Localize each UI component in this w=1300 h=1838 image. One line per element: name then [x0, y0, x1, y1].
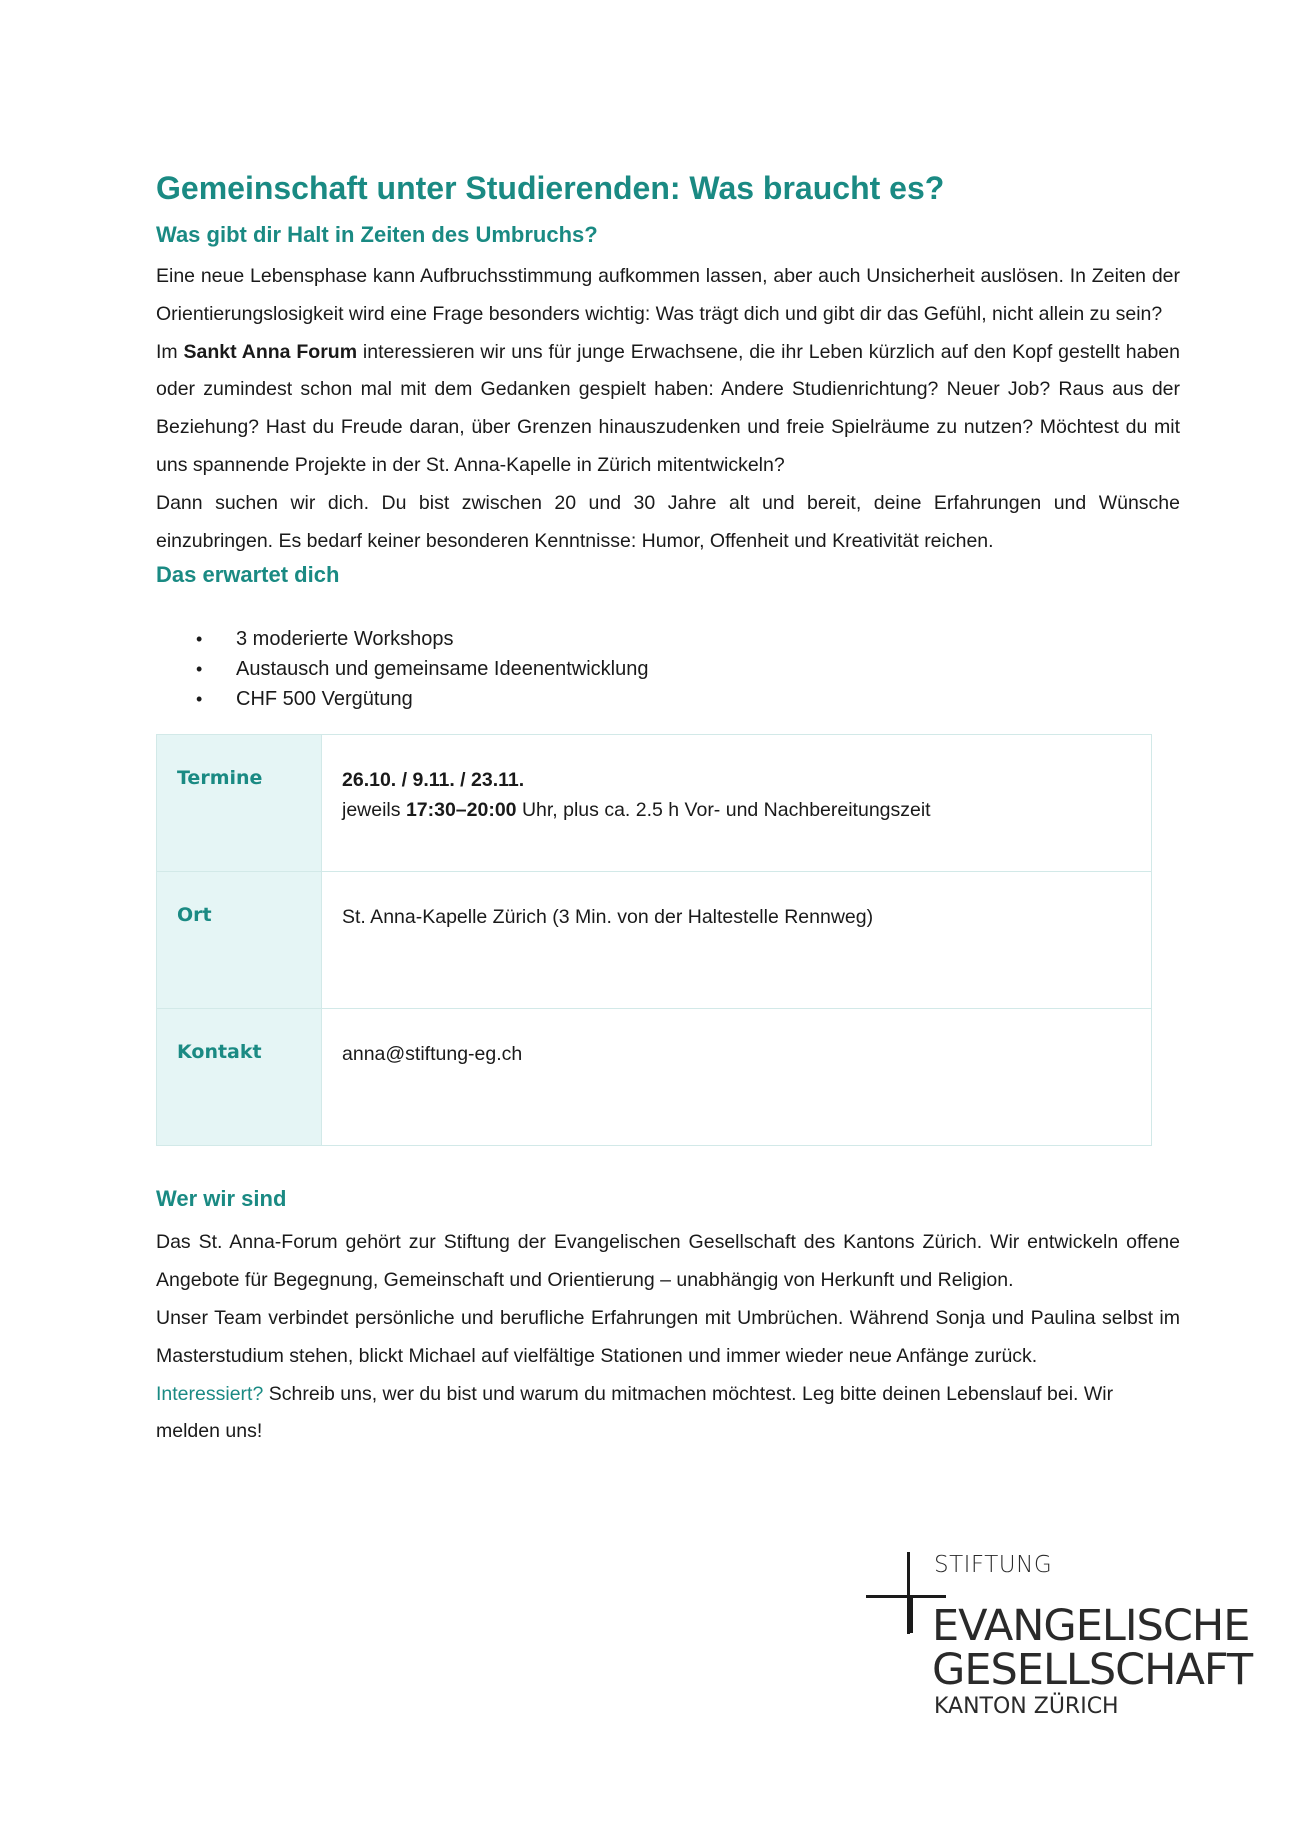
bullet-icon: •: [196, 629, 203, 650]
logo-line-2-3: [932, 1601, 1253, 1695]
cta-text: Schreib uns, wer du bist und warum du mitmachen möchtest. Leg bitte deinen Lebenslauf bei. Wir melden uns!: [156, 1382, 1114, 1443]
ort-value: St. Anna-Kapelle Zürich (3 Min. von der Haltestelle Rennweg): [322, 872, 1152, 1009]
logo-line-1: STIFTUNG: [934, 1552, 1053, 1578]
stiftung-logo: [866, 1552, 1253, 1732]
list-item: [156, 684, 1180, 714]
info-table: [156, 734, 1152, 1146]
list-item: [156, 624, 1180, 654]
cross-icon-horizontal: [866, 1595, 946, 1598]
termine-label: Termine: [157, 735, 322, 872]
termine-dates: 26.10. / 9.11. / 23.11.: [342, 769, 525, 792]
list-item: [156, 654, 1180, 684]
wer-paragraph-1: Das St. Anna-Forum gehört zur Stiftung der Evangelischen Gesellschaft des Kantons Zürich. Wir entwickeln offene Angebote für Begegnung, Gemeinschaft und Orientierung – unabhängig von Herkunft und Religion.: [156, 1231, 1180, 1292]
table-row: [157, 735, 1152, 872]
list-item-text: 3 moderierte Workshops: [236, 628, 454, 651]
termine-value: [322, 735, 1152, 872]
intro-p2-pre: Im: [156, 340, 184, 363]
logo-line-2: EVANGELISCHE: [932, 1601, 1250, 1651]
table-row: [157, 872, 1152, 1009]
intro-paragraph-3: Dann suchen wir dich. Du bist zwischen 20 und 30 Jahre alt und bereit, deine Erfahrungen und Wünsche einzubringen. Es bedarf keiner besonderen Kenntnisse: Humor, Offenheit und Kreativität reichen.: [156, 491, 1180, 552]
bullet-icon: •: [196, 689, 203, 710]
kontakt-email[interactable]: anna@stiftung-eg.ch: [322, 1009, 1152, 1146]
intro-paragraph-1: Eine neue Lebensphase kann Aufbruchsstimmung aufkommen lassen, aber auch Unsicherheit auslösen. In Zeiten der Orientierungslosigkeit wird eine Frage besonders wichtig: Was trägt dich und gibt dir das Gefühl, nicht allein zu sein?: [156, 265, 1180, 325]
document-page: [156, 168, 1180, 1451]
expect-list: [156, 624, 1180, 714]
termine-time: 17:30–20:00: [405, 799, 517, 822]
ort-label: Ort: [157, 872, 322, 1009]
cta-highlight: Interessiert?: [156, 1382, 264, 1405]
logo-line-4: KANTON ZÜRICH: [934, 1694, 1119, 1719]
table-row: [157, 1009, 1152, 1146]
page-title: Gemeinschaft unter Studierenden: Was braucht es?: [156, 170, 945, 206]
list-item-text: Austausch und gemeinsame Ideenentwicklung: [236, 658, 649, 681]
cta-paragraph: [156, 1376, 1180, 1452]
intro-p2-post: interessieren wir uns für junge Erwachsene, die ihr Leben kürzlich auf den Kopf gestellt haben oder zumindest schon mal mit dem Gedanken gespielt haben: Andere Studienrichtung? Neuer Job? Raus aus der Beziehung? Hast du Freude daran, über Grenzen hinauszudenken und freie Spielräume zu nutzen? Möchtest du mit uns spannende Projekte in der St. Anna-Kapelle in Zürich mitentwickeln?: [156, 340, 1180, 476]
intro-paragraph-2: [156, 334, 1180, 485]
kontakt-label: Kontakt: [157, 1009, 322, 1146]
cross-icon-stem: [907, 1595, 913, 1633]
expect-heading: Das erwartet dich: [156, 562, 340, 588]
wer-paragraph-2: Unser Team verbindet persönliche und berufliche Erfahrungen mit Umbrüchen. Während Sonja und Paulina selbst im Masterstudium stehen, blickt Michael auf vielfältige Stationen und immer wieder neue Anfänge zurück.: [156, 1306, 1180, 1367]
logo-line-3: GESELLSCHAFT: [932, 1645, 1253, 1695]
termine-post: Uhr, plus ca. 2.5 h Vor- und Nachbereitungszeit: [516, 799, 931, 822]
forum-name: Sankt Anna Forum: [183, 340, 358, 363]
wer-heading: Wer wir sind: [156, 1186, 287, 1212]
page-subtitle: Was gibt dir Halt in Zeiten des Umbruchs?: [156, 222, 598, 247]
list-item-text: CHF 500 Vergütung: [236, 688, 413, 711]
termine-pre: jeweils: [342, 799, 406, 822]
bullet-icon: •: [196, 659, 203, 680]
